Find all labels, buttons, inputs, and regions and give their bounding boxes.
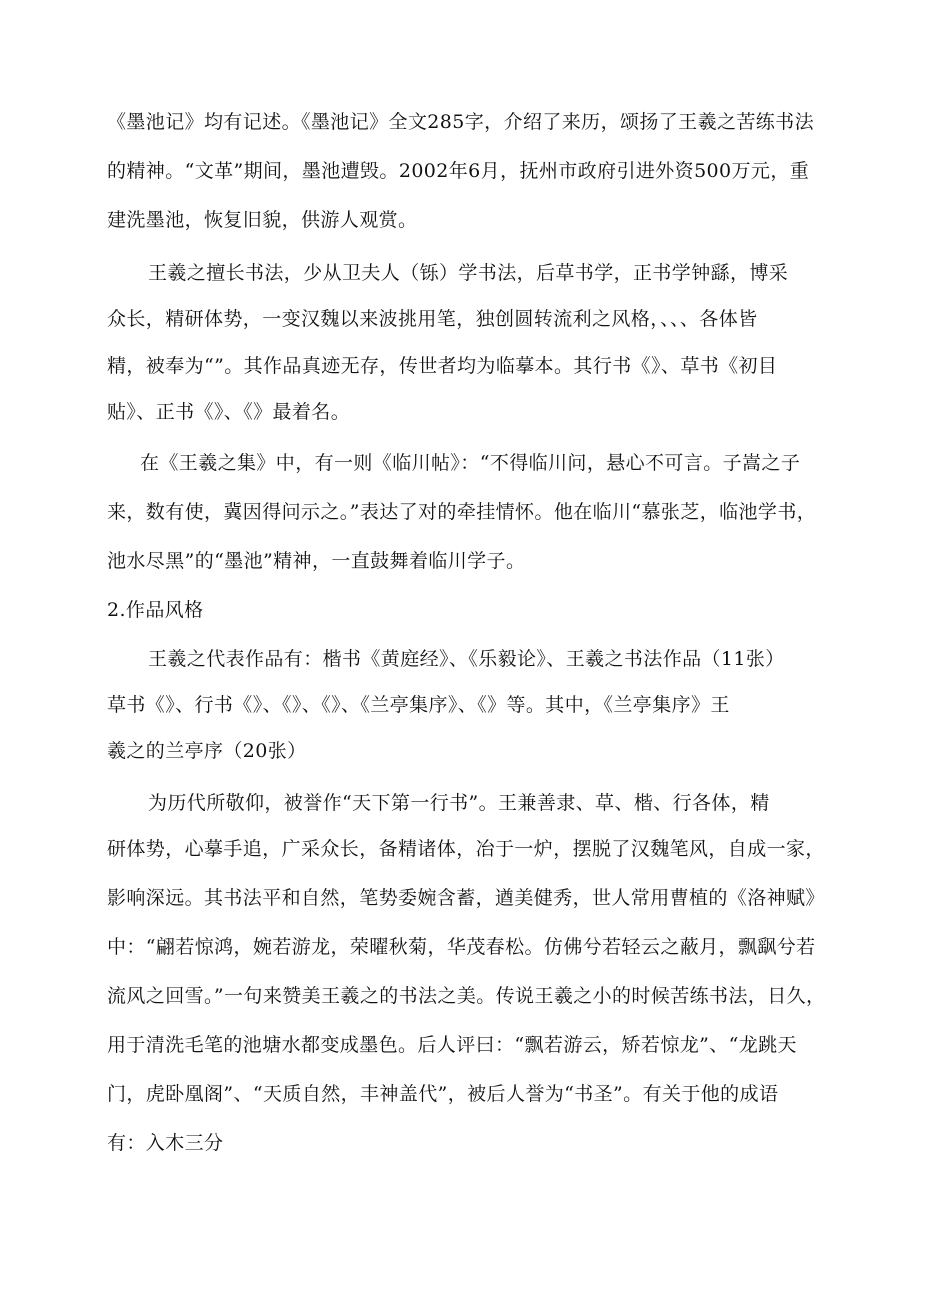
text-line: 在《王羲之集》中，有一则《临川帖》：“不得临川问，悬心不可言。子嵩之子 — [140, 452, 801, 474]
text-line: 的精神。“文革”期间，墨池遭毁。2002年6月，抚州市政府引进外资500万元，重 — [107, 160, 810, 182]
text-line: 建洗墨池，恢复旧貌，供游人观赏。 — [107, 209, 418, 231]
text-line: 为历代所敬仰，被誉作“天下第一行书”。王兼善隶、草、楷、行各体，精 — [148, 792, 770, 814]
text-line: 精，被奉为“”。其作品真迹无存，传世者均为临摹本。其行书《》、草书《初目 — [107, 355, 778, 377]
text-line: 来，数有使，冀因得问示之。”表达了对的牵挂情怀。他在临川“慕张芝，临池学书， — [107, 501, 817, 523]
text-line: 池水尽黑”的“墨池”精神，一直鼓舞着临川学子。 — [107, 550, 526, 572]
text-line: 《墨池记》均有记述。《墨池记》全文285字，介绍了来历，颂扬了王羲之苦练书法 — [107, 111, 814, 133]
text-line: 门，虎卧凰阁”、“天质自然，丰神盖代”，被后人誉为“书圣”。有关于他的成语 — [107, 1083, 779, 1105]
text-line: 用于清洗毛笔的池塘水都变成墨色。后人评曰：“飘若游云，矫若惊龙”、“龙跳天 — [107, 1034, 797, 1056]
text-line: 草书《》、行书《》、《》、《》、《兰亭集序》、《》等。其中，《兰亭集序》王 — [107, 694, 730, 716]
text-line: 影响深远。其书法平和自然，笔势委婉含蓄，遒美健秀，世人常用曹植的《洛神赋》 — [107, 887, 825, 909]
text-line: 有：入木三分 — [107, 1132, 224, 1154]
text-line: 中：“翩若惊鸿，婉若游龙，荣曜秋菊，华茂春松。仿佛兮若轻云之蔽月，飘飖兮若 — [107, 936, 816, 958]
text-line: 羲之的兰亭序（20张） — [107, 740, 307, 762]
text-line: 贴》、正书《》、《》最着名。 — [107, 401, 351, 423]
text-line: 王羲之代表作品有：楷书《黄庭经》、《乐毅论》、王羲之书法作品（11张） — [148, 648, 785, 670]
text-line: 众长，精研体势，一变汉魏以来波挑用笔，独创圆转流利之风格，、、、各体皆 — [107, 308, 758, 330]
section-heading: 2.作品风格 — [107, 599, 204, 621]
text-line: 流风之回雪。”一句来赞美王羲之的书法之美。传说王羲之小的时候苦练书法，日久， — [107, 985, 826, 1007]
text-line: 研体势，心摹手追，广采众长，备精诸体，冶于一炉，摆脱了汉魏笔风，自成一家， — [107, 838, 825, 860]
text-line: 王羲之擅长书法，少从卫夫人（铄）学书法，后草书学，正书学钟繇，博采 — [148, 262, 789, 284]
